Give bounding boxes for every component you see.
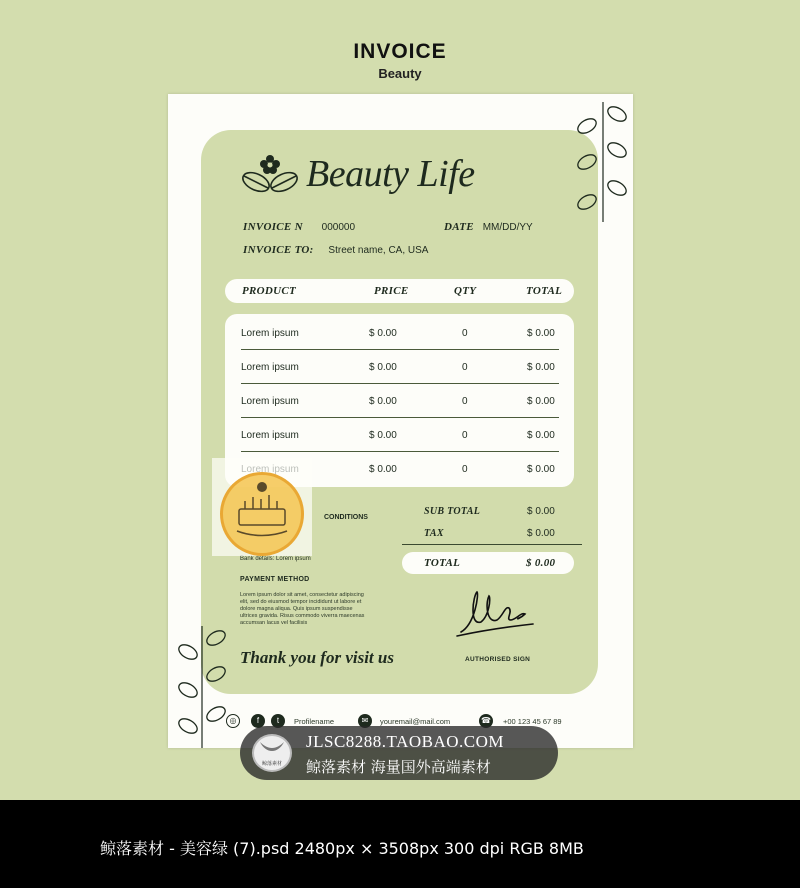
tax-value: $ 0.00 [527,528,555,539]
cell-price: $ 0.00 [369,396,397,407]
invoice-to [243,244,428,256]
watermark-logo-text: 鲸落素材 [261,761,282,767]
table-row [241,316,559,350]
page-title: INVOICE [353,40,447,63]
cell-qty: 0 [462,328,468,339]
cell-product: Lorem ipsum [241,328,299,339]
watermark-tagline: 鲸落素材 海量国外高端素材 [306,758,491,776]
total-divider [402,544,582,545]
invoice-sheet [168,94,633,748]
column-qty: QTY [454,285,477,297]
total-label: TOTAL [424,557,461,569]
cell-total: $ 0.00 [527,328,555,339]
cell-total: $ 0.00 [527,464,555,475]
watermark-banner [240,726,558,780]
table-row [241,418,559,452]
table-row [241,384,559,418]
cell-total: $ 0.00 [527,362,555,373]
invoice-date-label: DATE [444,221,474,233]
column-total: TOTAL [526,285,563,297]
thank-you-text: Thank you for visit us [240,648,394,667]
flower-leaves-logo-icon [240,152,300,196]
column-price: PRICE [374,285,409,297]
cell-qty: 0 [462,430,468,441]
phone-number: +00 123 45 67 89 [503,717,562,726]
table-header [225,279,574,303]
stamp-overlay [212,458,312,556]
leaf-vine-bottom-left-icon [174,626,230,748]
stamp-emblem-icon [223,475,301,553]
file-info-text: 鲸落素材 - 美容绿 (7).psd 2480px × 3508px 300 dpi RGB 8MB [100,839,584,858]
invoice-to-label: INVOICE TO: [243,244,314,256]
cell-price: $ 0.00 [369,430,397,441]
twitter-icon[interactable]: t [271,714,285,728]
watermark-url: JLSC8288.TAOBAO.COM [306,732,504,751]
subtotal-value: $ 0.00 [527,506,555,517]
email-icon: ✉ [358,714,372,728]
total-bar [402,552,574,574]
authorised-sign-label: AUTHORISED SIGN [465,656,531,663]
profile-name: Profilename [294,717,335,726]
cell-qty: 0 [462,464,468,475]
cell-total: $ 0.00 [527,430,555,441]
stamp-seal-icon [220,472,304,556]
column-product: PRODUCT [242,285,297,297]
invoice-number-label: INVOICE N [243,221,303,233]
cell-product: Lorem ipsum [241,362,299,373]
total-value: $ 0.00 [526,557,556,569]
bank-details: Bank details: Lorem ipsum [240,556,311,562]
invoice-number [243,221,355,233]
brand-name: Beauty Life [306,153,475,195]
page-subtitle: Beauty [378,66,422,81]
phone-icon: ☎ [479,714,493,728]
invoice-number-value: 000000 [321,222,356,233]
cell-total: $ 0.00 [527,396,555,407]
invoice-date [444,221,533,233]
cell-product: Lorem ipsum [241,396,299,407]
table-row [241,350,559,384]
signature-image [455,586,535,642]
instagram-icon[interactable]: ◎ [226,714,240,728]
terms-title-text: CONDITIONS [324,514,368,521]
cell-product: Lorem ipsum [241,430,299,441]
subtotal-label: SUB TOTAL [424,506,481,517]
cell-price: $ 0.00 [369,362,397,373]
payment-method-text: Lorem ipsum dolor sit amet, consectetur adipiscing elit, sed do eiusmod tempor incididunt ut labore et dolore magna aliqua. Quis ipsum suspendisse ultrices gravida. Risus commodo viverra maecenas accumsan lacus vel facilisis [240,592,365,626]
whale-tail-icon [254,736,290,758]
leaf-vine-top-right-icon [573,102,631,222]
cell-price: $ 0.00 [369,328,397,339]
payment-method-title: PAYMENT METHOD [240,576,310,583]
invoice-to-value: Street name, CA, USA [328,245,429,256]
cell-qty: 0 [462,362,468,373]
email-address: youremail@mail.com [380,717,451,726]
invoice-date-value: MM/DD/YY [482,222,533,233]
cell-qty: 0 [462,396,468,407]
cell-price: $ 0.00 [369,464,397,475]
watermark-logo-icon [252,734,292,772]
tax-label: TAX [424,528,444,539]
brand [240,152,475,196]
facebook-icon[interactable]: f [251,714,265,728]
